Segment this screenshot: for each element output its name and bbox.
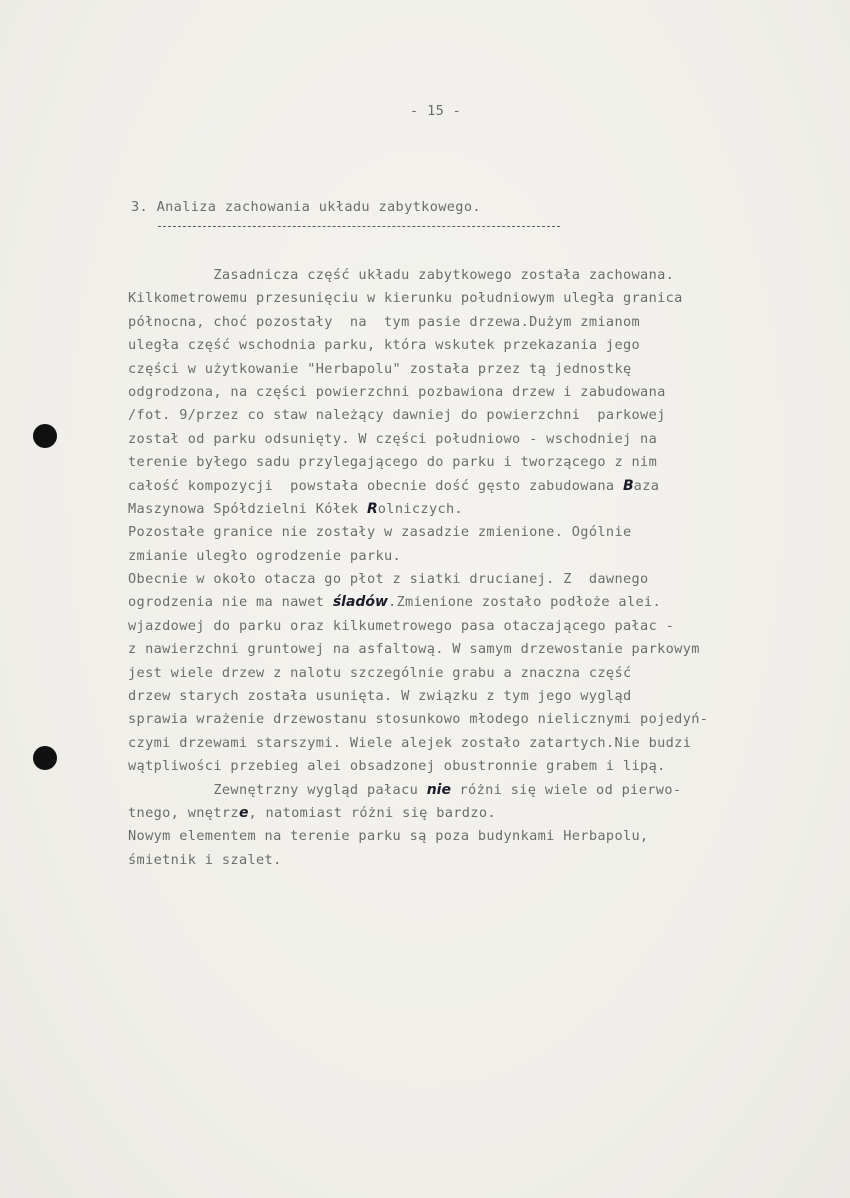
text-line (128, 498, 828, 521)
typed-text: aza (633, 477, 660, 494)
text-line (128, 545, 828, 568)
typed-text: części w użytkowanie "Herbapolu" została przez tą jednostkę (128, 360, 632, 377)
typed-text: śmietnik i szalet. (128, 851, 282, 868)
typed-text: Pozostałe granice nie zostały w zasadzie zmienione. Ogólnie (128, 524, 632, 541)
punch-hole (33, 424, 57, 448)
text-line (128, 334, 828, 357)
typed-text: Nowym elementem na terenie parku są poza budynkami Herbapolu, (128, 828, 649, 845)
text-line (128, 779, 828, 802)
text-line (128, 475, 828, 498)
text-line (128, 287, 828, 310)
text-line (128, 662, 828, 685)
text-line (128, 755, 828, 778)
typed-text: .Zmienione zostało podłoże alei. (387, 594, 662, 611)
text-line (128, 428, 828, 451)
typed-text: różni się wiele od pierwo- (450, 781, 682, 798)
typed-text: jest wiele drzew z nalotu szczególnie grabu a znaczna część (128, 664, 632, 681)
text-line (128, 404, 828, 427)
typed-text: uległa część wschodnia parku, która wskutek przekazania jego (128, 337, 641, 354)
text-line (128, 708, 828, 731)
text-line (128, 311, 828, 334)
typed-text: Kilkometrowemu przesunięciu w kierunku południowym uległa granica (128, 290, 683, 307)
typed-text: /fot. 9/przez co staw należący dawniej do powierzchni parkowej (128, 407, 666, 424)
typed-text: ogrodzenia nie ma nawet (128, 594, 333, 611)
typed-text: , natomiast różni się bardzo. (248, 804, 496, 821)
typed-text: drzew starych została usunięta. W związku z tym jego wygląd (128, 688, 632, 705)
typed-text: czymi drzewami starszymi. Wiele alejek zostało zatartych.Nie budzi (128, 734, 692, 751)
handwritten-correction: R (366, 500, 378, 517)
text-line (128, 615, 828, 638)
text-line (128, 802, 828, 825)
text-line (128, 451, 828, 474)
typed-text: sprawia wrażenie drzewostanu stosunkowo młodego nielicznymi pojedyń- (128, 711, 709, 728)
typed-text: z nawierzchni gruntowej na asfaltową. W samym drzewostanie parkowym (128, 641, 700, 658)
typed-text: terenie byłego sadu przylegającego do parku i tworzącego z nim (128, 454, 658, 471)
text-line (128, 381, 828, 404)
text-line (128, 825, 828, 848)
typed-text: Zasadnicza część układu zabytkowego została zachowana. (128, 267, 675, 283)
typed-text: Maszynowa Spółdzielni Kółek (128, 500, 367, 517)
page-number: - 15 - (410, 103, 462, 119)
handwritten-correction: B (622, 477, 634, 494)
typed-text: północna, choć pozostały na tym pasie drzewa.Dużym zmianom (128, 313, 641, 330)
typed-text: odgrodzona, na części powierzchni pozbawiona drzew i zabudowana (128, 383, 666, 400)
typed-text: całość kompozycji powstała obecnie dość gęsto zabudowana (128, 477, 623, 494)
text-line (128, 849, 828, 872)
body-text (128, 264, 828, 872)
text-line (128, 358, 828, 381)
typed-text: Obecnie w około otacza go płot z siatki drucianej. Z dawnego (128, 571, 649, 588)
typed-text: wjazdowej do parku oraz kilkumetrowego pasa otaczającego pałac - (128, 617, 675, 634)
text-line (128, 732, 828, 755)
heading-underline (158, 226, 560, 227)
text-line (128, 264, 828, 287)
handwritten-correction: śladów (332, 594, 388, 611)
typed-text: został od parku odsunięty. W części południowo - wschodniej na (128, 430, 658, 447)
text-line (128, 521, 828, 544)
text-line (128, 638, 828, 661)
text-line (128, 591, 828, 614)
typed-text: wątpliwości przebieg alei obsadzonej obustronnie grabem i lipą. (128, 758, 666, 775)
typed-text: tnego, wnętrz (128, 804, 239, 821)
typed-text: zmianie uległo ogrodzenie parku. (128, 547, 402, 564)
handwritten-correction: e (238, 804, 249, 821)
section-heading: 3. Analiza zachowania układu zabytkowego. (131, 199, 481, 215)
handwritten-correction: nie (426, 781, 451, 798)
text-line (128, 685, 828, 708)
text-line (128, 568, 828, 591)
punch-hole (33, 746, 57, 770)
typed-text: olniczych. (377, 500, 464, 517)
typed-text: Zewnętrzny wygląd pałacu (128, 781, 427, 798)
